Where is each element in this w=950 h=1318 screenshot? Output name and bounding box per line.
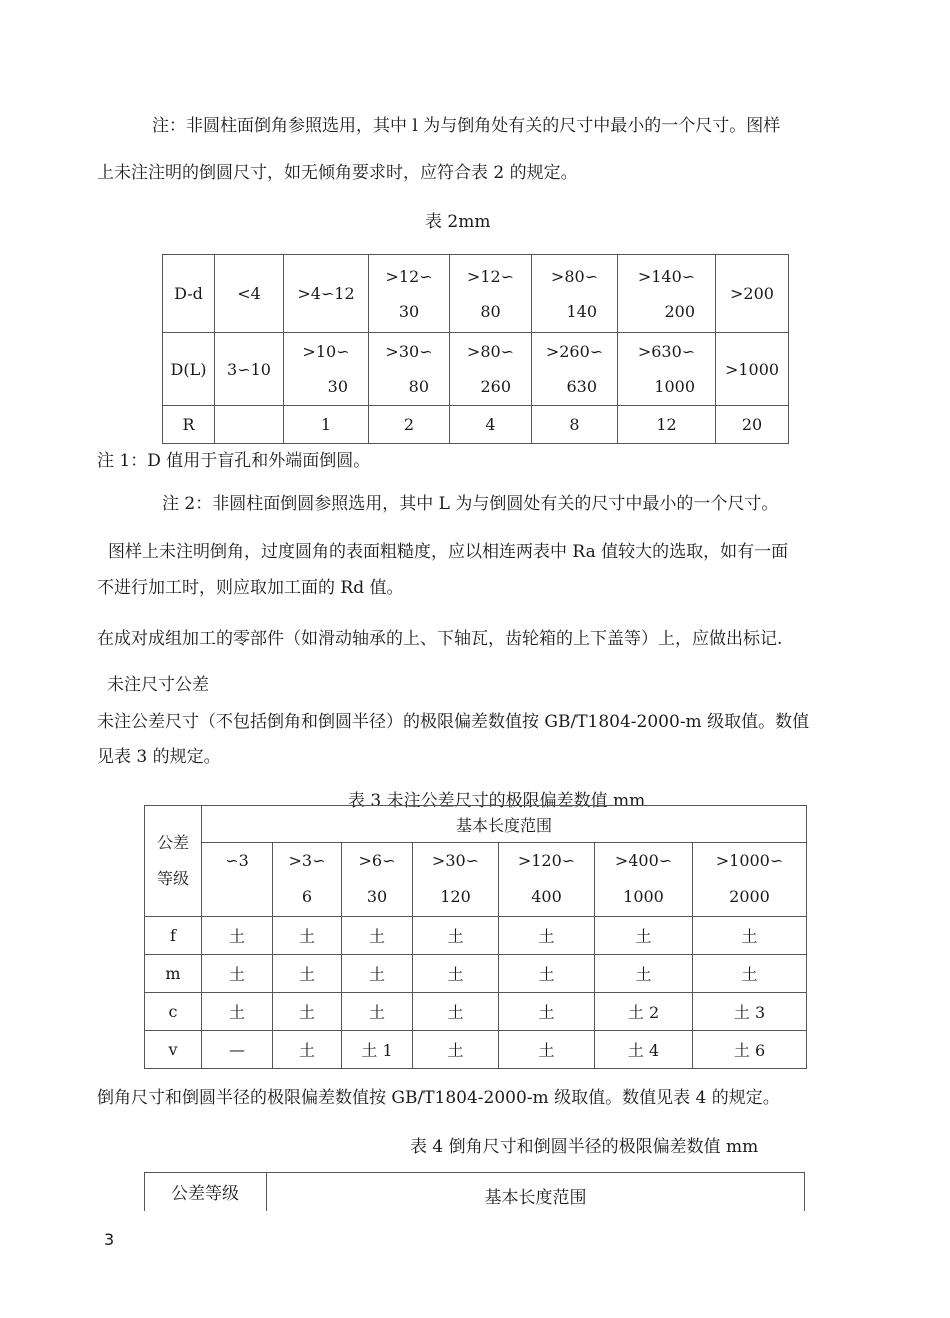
table2-cell: 3∽10 (215, 333, 284, 406)
table2-cell: 8 (532, 406, 618, 444)
table3-range-line1: ∽3 (225, 851, 249, 870)
table2-cell: >1000 (716, 333, 789, 406)
table3-range-cell (202, 843, 273, 917)
table2-note2: 注 2：非圆柱面倒圆参照选用，其中 L 为与倒圆处有关的尺寸中最小的一个尺寸。 (162, 494, 779, 514)
table2-cell-line2: 30 (327, 377, 348, 396)
table2-row (163, 406, 789, 444)
table3-row (145, 955, 807, 993)
table3 (144, 805, 807, 1069)
table3-range-line2: 120 (440, 887, 471, 906)
table3-value: 土 3 (693, 993, 807, 1031)
table4-grade-header: 公差等级 (171, 1184, 239, 1204)
table3-value: 土 (342, 993, 413, 1031)
table3-value: 土 4 (595, 1031, 693, 1069)
table3-range-line2: 30 (366, 887, 388, 906)
table3-range-line1: >30∽ (431, 851, 480, 870)
table3-value: 土 2 (595, 993, 693, 1031)
table2-cell (618, 333, 716, 406)
grade-header-line1: 公差 (156, 833, 189, 852)
table3-value: 土 (595, 917, 693, 955)
table3-value: — (202, 1031, 273, 1069)
table3-range-line1: >1000∽ (715, 851, 784, 870)
table2-cell-line1: >30∽ (385, 342, 433, 361)
table3-range-line1: >3∽ (288, 851, 326, 870)
tolerance-line2: 见表 3 的规定。 (97, 747, 221, 767)
note-chamfer-line2: 上未注注明的倒圆尺寸，如无倾角要求时，应符合表 2 的规定。 (97, 163, 578, 183)
table3-grade: c (145, 993, 202, 1031)
table3-range-cell (413, 843, 499, 917)
table3-grade: f (145, 917, 202, 955)
roughness-line2: 不进行加工时，则应取加工面的 Rd 值。 (97, 578, 404, 598)
table2-cell: <4 (215, 255, 284, 333)
table3-value: 土 (499, 1031, 595, 1069)
table3-value: 土 6 (693, 1031, 807, 1069)
table3-row (145, 917, 807, 955)
table3-value: 土 (693, 955, 807, 993)
table2-cell (618, 255, 716, 333)
table2-cell-line1: >140∽ (637, 266, 696, 286)
roughness-line1: 图样上未注明倒角，过度圆角的表面粗糙度，应以相连两表中 Ra 值较大的选取，如有一面 (108, 542, 789, 562)
table2-caption: 表 2mm (425, 212, 491, 232)
table3-value: 土 (273, 917, 342, 955)
table3-value: 土 (342, 917, 413, 955)
table3-value: 土 (499, 955, 595, 993)
table2-cell-line1: >10∽ (302, 342, 350, 361)
table2-cell: 12 (618, 406, 716, 444)
table2-cell: >200 (716, 255, 789, 333)
table2-cell (532, 333, 618, 406)
table3-grade-header (145, 806, 202, 917)
table2-cell-line1: >260∽ (545, 342, 604, 361)
table4-range-header: 基本长度范围 (484, 1188, 587, 1208)
table3-range-cell (595, 843, 693, 917)
table3-grade: m (145, 955, 202, 993)
table3-value: 土 (413, 1031, 499, 1069)
table2-row-header: D(L) (163, 333, 215, 406)
table2-cell-line2: 80 (480, 301, 501, 321)
table3-range-line1: >120∽ (517, 851, 576, 870)
table2-cell-line2: 30 (398, 301, 420, 321)
table2-cell (215, 406, 284, 444)
table3-value: 土 (693, 917, 807, 955)
table3-range-cell (342, 843, 413, 917)
table2-cell-line1: >80∽ (466, 342, 515, 361)
table3-value: 土 (499, 993, 595, 1031)
table2-cell: 1 (284, 406, 369, 444)
grade-header-line2: 等级 (156, 869, 189, 888)
table2-cell: 2 (369, 406, 450, 444)
table2-cell-line2: 80 (408, 377, 429, 396)
table3-row (145, 993, 807, 1031)
table3-value: 土 (273, 955, 342, 993)
table2-cell-line2: 260 (480, 377, 511, 396)
table2-cell-line2: 1000 (654, 377, 695, 396)
table2-cell: >4∽12 (284, 255, 369, 333)
tolerance-line1: 未注公差尺寸（不包括倒角和倒圆半径）的极限偏差数值按 GB/T1804-2000-m 级取值。数值 (97, 712, 810, 732)
table3-value: 土 (342, 955, 413, 993)
table2-cell (369, 333, 450, 406)
table3-value: 土 (202, 955, 273, 993)
table3-range-header: 基本长度范围 (202, 806, 807, 843)
table2-note1: 注 1：D 值用于盲孔和外端面倒圆。 (97, 451, 371, 471)
table2 (162, 254, 789, 444)
table2-cell: 20 (716, 406, 789, 444)
table3-range-line1: >6∽ (358, 851, 396, 870)
table2-cell (369, 255, 450, 333)
note-chamfer-line1: 注：非圆柱面倒角参照选用，其中 l 为与倒角处有关的尺寸中最小的一个尺寸。图样 (152, 116, 781, 136)
table2-cell (284, 333, 369, 406)
table2-cell-line2: 630 (566, 377, 597, 396)
table2-cell (450, 255, 532, 333)
table2-cell (450, 333, 532, 406)
table2-row (163, 333, 789, 406)
table3-value: 土 (273, 1031, 342, 1069)
table3-value: 土 1 (342, 1031, 413, 1069)
section-heading-tolerance: 未注尺寸公差 (107, 675, 209, 695)
table4-caption: 表 4 倒角尺寸和倒圆半径的极限偏差数值 mm (410, 1137, 759, 1157)
table3-range-cell (693, 843, 807, 917)
table3-value: 土 (273, 993, 342, 1031)
table3-range-line2: 400 (531, 887, 562, 906)
table2-row (163, 255, 789, 333)
table3-range-cell (273, 843, 342, 917)
table3-value: 土 (499, 917, 595, 955)
table3-range-line1: >400∽ (614, 851, 673, 870)
table3-grade: v (145, 1031, 202, 1069)
table2-cell: 4 (450, 406, 532, 444)
table3-caption: 表 3 未注公差尺寸的极限偏差数值 mm (348, 791, 646, 811)
table2-row-header: D-d (163, 255, 215, 333)
table2-cell-line1: >630∽ (637, 342, 696, 361)
table2-cell-line1: >80∽ (550, 266, 599, 286)
table3-value: 土 (413, 955, 499, 993)
table2-cell (532, 255, 618, 333)
table3-value: 土 (413, 993, 499, 1031)
table2-cell-line1: >12∽ (466, 266, 515, 286)
table3-row (145, 1031, 807, 1069)
table2-cell-line2: 200 (664, 301, 695, 321)
table3-range-line2: 2000 (729, 887, 770, 906)
marking-paragraph: 在成对成组加工的零部件（如滑动轴承的上、下轴瓦，齿轮箱的上下盖等）上，应做出标记. (97, 629, 783, 649)
table2-cell-line1: >12∽ (385, 266, 433, 286)
table3-value: 土 (202, 917, 273, 955)
table4 (144, 1172, 805, 1211)
table3-value: 土 (202, 993, 273, 1031)
table3-range-cell (499, 843, 595, 917)
table2-cell-line2: 140 (566, 301, 597, 321)
table3-range-line2: 1000 (623, 887, 664, 906)
chamfer-tolerance-paragraph: 倒角尺寸和倒圆半径的极限偏差数值按 GB/T1804-2000-m 级取值。数值见表 4 的规定。 (97, 1088, 780, 1108)
page-number: 3 (104, 1230, 115, 1249)
table3-value: 土 (595, 955, 693, 993)
table3-value: 土 (413, 917, 499, 955)
table3-range-line2: 6 (301, 887, 313, 906)
table2-row-header: R (163, 406, 215, 444)
